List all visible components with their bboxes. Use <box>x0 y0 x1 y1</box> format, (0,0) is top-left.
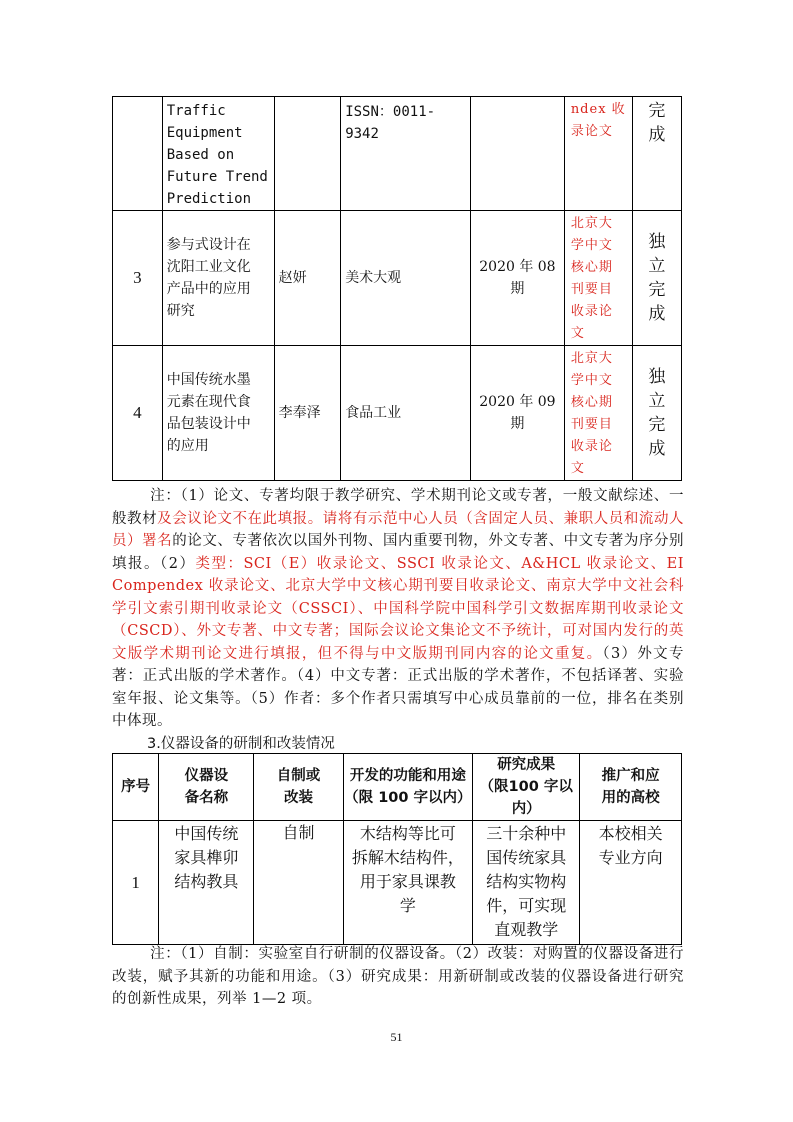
publications-note: 注：（1）论文、专著均限于教学研究、学术期刊论文或专著，一般文献综述、一般教材及会议论文不在此填报。请将有示范中心人员（含固定人员、兼职人员和流动人员）署名的论文、专著依次以国外刊物、国内重要刊物，外文专著、中文专著为序分别填报。（2）类型：SCI（E）收录论文、SSCI 收录论文、A&HCL 收录论文、EI Compendex 收录论文、北京大学中文核心期刊要目收录论文、南京大学中文社会科学引文索引期刊收录论文（CSSCI）、中国科学院中国科学引文数据库期刊收录论文（CSCD）、外文专著、中文专著；国际会议论文集论文不予统计，可对国内发行的英文版学术期刊论文进行填报，但不得与中文版期刊同内容的论文重复。（3）外文专著：正式出版的学术著作。（4）中文专著：正式出版的学术著作，不包括译著、实验室年报、论文集等。（5）作者：多个作者只需填写中心成员靠前的一位，排名在类别中体现。 <box>112 488 685 729</box>
equipment-table <box>112 753 682 945</box>
equipment-note: 注：（1）自制：实验室自行研制的仪器设备。（2）改装：对购置的仪器设备进行改装，赋予其新的功能和用途。（3）研究成果：用新研制或改装的仪器设备进行研究的创新性成果，列举 1—2 项。 <box>112 946 684 1007</box>
header-number: 序号 <box>113 754 159 821</box>
table-row <box>113 97 682 211</box>
paper-title: Traffic Equipment Based on Future Trend Prediction <box>162 97 274 211</box>
equipment-result: 三十余种中 国传统家具 结构实物构 件，可实现 直观教学 <box>473 821 580 945</box>
paper-title: 参与式设计在 沈阳工业文化 产品中的应用 研究 <box>162 211 274 346</box>
paper-title: 中国传统水墨 元素在现代食 品包装设计中 的应用 <box>162 346 274 481</box>
paper-type: 北京大 学中文 核心期 刊要目 收录论 文 <box>564 346 632 481</box>
paper-author: 赵妍 <box>274 211 341 346</box>
paper-journal: 美术大观 <box>341 211 471 346</box>
paper-type: ndex 收 录论文 <box>564 97 632 211</box>
table-row <box>113 211 682 346</box>
paper-date <box>471 97 565 211</box>
header-school: 推广和应 用的高校 <box>580 754 682 821</box>
page-number: 51 <box>390 1030 403 1044</box>
table-row <box>113 821 682 945</box>
section-title: 3.仪器设备的研制和改装情况 <box>147 736 335 752</box>
row-number: 3 <box>113 211 163 346</box>
paper-role: 独 立 完 成 <box>632 346 681 481</box>
paper-date: 2020 年 09 期 <box>471 346 565 481</box>
equipment-function: 木结构等比可 拆解木结构件， 用于家具课教 学 <box>343 821 473 945</box>
paper-author <box>274 97 341 211</box>
row-number <box>113 97 163 211</box>
header-result: 研究成果 （限100 字以内） <box>473 754 580 821</box>
equipment-school: 本校相关 专业方向 <box>580 821 682 945</box>
paper-role: 独 立 完 成 <box>632 211 681 346</box>
paper-role: 完 成 <box>632 97 681 211</box>
publications-table <box>112 96 682 481</box>
equipment-made: 自制 <box>254 821 343 945</box>
paper-journal: 食品工业 <box>341 346 471 481</box>
header-equipment-name: 仪器设 备名称 <box>159 754 254 821</box>
row-number: 1 <box>113 821 159 945</box>
paper-journal: ISSN：0011-9342 <box>341 97 471 211</box>
table-row <box>113 346 682 481</box>
paper-date: 2020 年 08 期 <box>471 211 565 346</box>
header-made-or-modified: 自制或 改装 <box>254 754 343 821</box>
paper-author: 李奉泽 <box>274 346 341 481</box>
row-number: 4 <box>113 346 163 481</box>
equipment-name: 中国传统 家具榫卯 结构教具 <box>159 821 254 945</box>
header-function: 开发的功能和用途 （限 100 字以内） <box>343 754 473 821</box>
paper-type: 北京大 学中文 核心期 刊要目 收录论 文 <box>564 211 632 346</box>
table-header-row <box>113 754 682 821</box>
